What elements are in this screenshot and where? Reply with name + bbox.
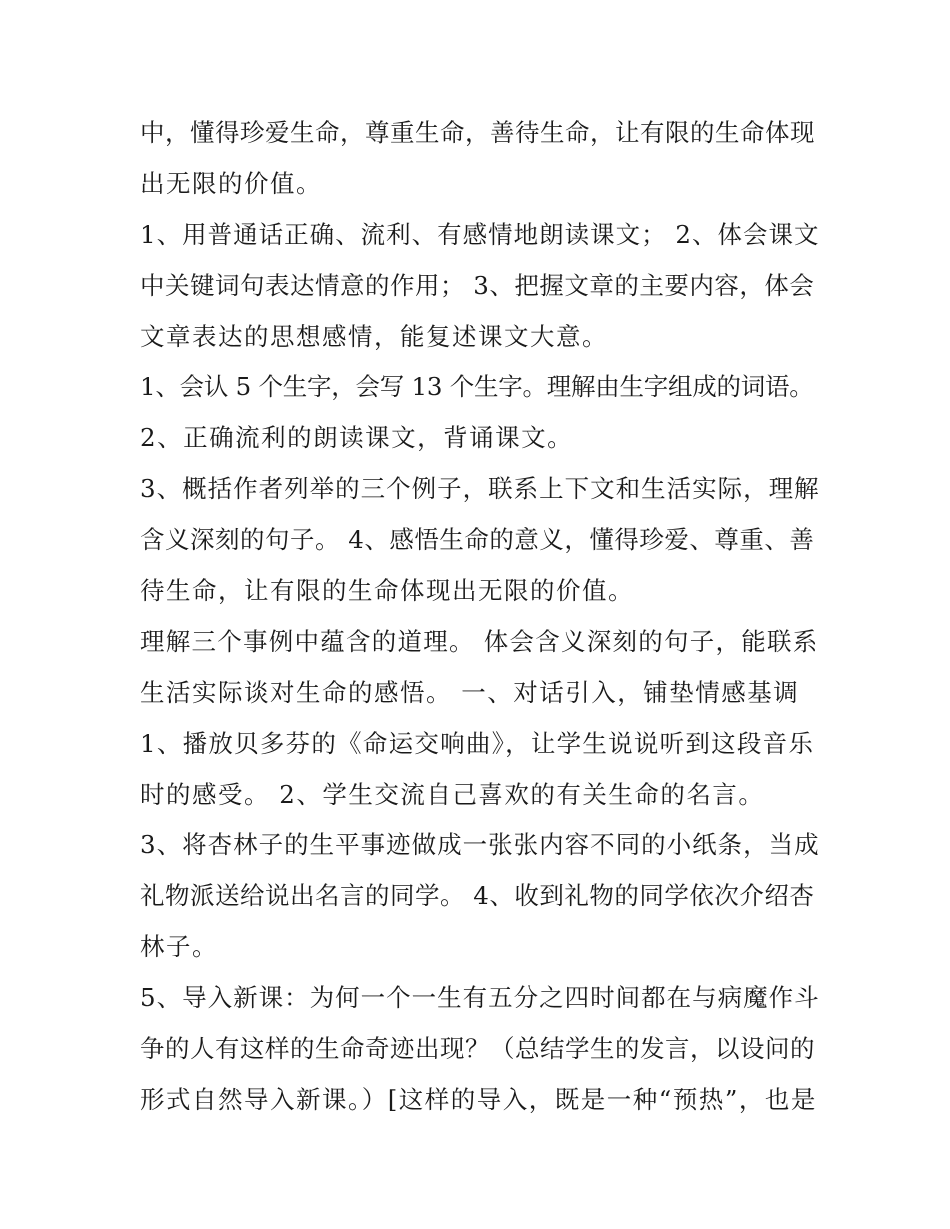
text-line: 1、播放贝多芬的《命运交响曲》，让学生说说听到这段音乐 xyxy=(140,728,815,758)
text-line: 形式自然导入新课。）[这样的导入，既是一种“预热”，也是 xyxy=(140,1084,817,1114)
text-line: 理解三个事例中蕴含的道理。 体会含义深刻的句子，能联系 xyxy=(140,626,819,656)
text-line: 时的感受。 2、学生交流自己喜欢的有关生命的名言。 xyxy=(140,779,765,809)
text-line: 2、正确流利的朗读课文，背诵课文。 xyxy=(140,423,574,453)
text-line: 3、将杏林子的生平事迹做成一张张内容不同的小纸条，当成 xyxy=(140,830,820,860)
document-body xyxy=(140,108,820,1126)
text-line: 1、用普通话正确、流利、有感情地朗读课文； 2、体会课文 xyxy=(140,219,820,249)
text-line: 中，懂得珍爱生命，尊重生命，善待生命，让有限的生命体现 xyxy=(140,118,815,147)
text-line: 待生命，让有限的生命体现出无限的价值。 xyxy=(140,576,634,606)
text-line: 5、导入新课：为何一个一生有五分之四时间都在与病魔作斗 xyxy=(140,983,820,1013)
text-line: 争的人有这样的生命奇迹出现？（总结学生的发言，以设问的 xyxy=(140,1034,815,1064)
text-line: 文章表达的思想感情，能复述课文大意。 xyxy=(140,321,608,351)
text-line: 1、会认 5 个生字，会写 13 个生字。理解由生字组成的词语。 xyxy=(140,372,814,402)
text-line: 生活实际谈对生命的感悟。 一、对话引入，铺垫情感基调 xyxy=(140,677,800,707)
text-line: 中关键词句表达情意的作用； 3、把握文章的主要内容，体会 xyxy=(140,270,815,300)
text-line: 礼物派送给说出名言的同学。 4、收到礼物的同学依次介绍杏 xyxy=(140,881,815,911)
text-line: 3、概括作者列举的三个例子，联系上下文和生活实际，理解 xyxy=(140,474,820,504)
text-line: 含义深刻的句子。 4、感悟生命的意义，懂得珍爱、尊重、善 xyxy=(140,525,815,555)
text-line: 林子。 xyxy=(140,932,218,962)
text-line: 出无限的价值。 xyxy=(140,168,322,198)
